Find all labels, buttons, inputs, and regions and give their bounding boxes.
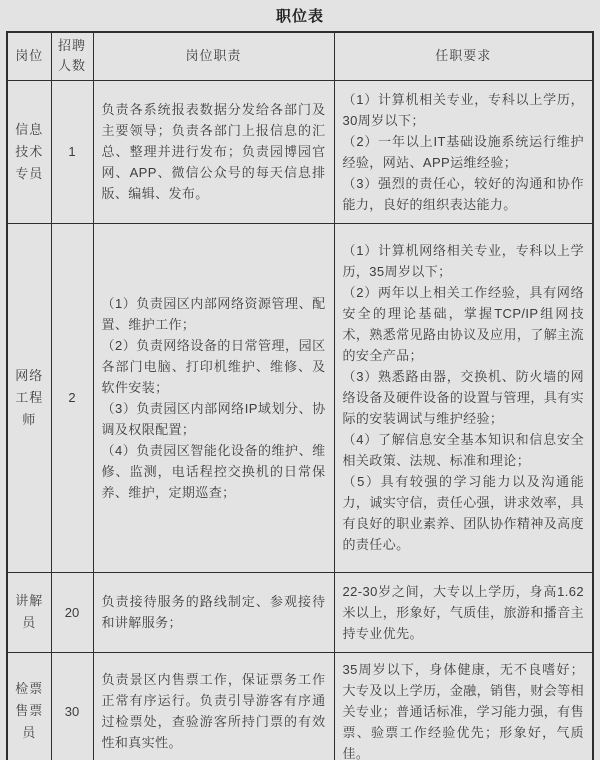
requirements-cell: [334, 572, 593, 652]
requirement-item: （3）强烈的责任心，较好的沟通和协作能力，良好的组织表达能力。: [342, 175, 584, 212]
table-row: [7, 652, 593, 760]
table-row: [7, 572, 593, 652]
table-row: [7, 223, 593, 572]
table-row: [7, 80, 593, 223]
duty-item: （3）负责园区内部网络IP域划分、协调及权限配置；: [101, 400, 326, 437]
duty-item: （4）负责园区智能化设备的维护、维修、监测，电话程控交换机的日常保养、维护，定期巡查；: [101, 442, 326, 500]
duty-item: 负责接待服务的路线制定、参观接待和讲解服务；: [101, 594, 326, 630]
header-requirements: 任职要求: [334, 32, 593, 80]
requirement-item: （5）具有较强的学习能力以及沟通能力，诚实守信，责任心强，讲求效率，具有良好的职业素养、团队协作精神及高度的责任心。: [342, 474, 584, 552]
headcount-cell: 1: [51, 80, 93, 223]
duty-item: 负责景区内售票工作，保证票务工作正常有序运行。负责引导游客有序通过检票处，查验游客所持门票的有效性和真实性。: [101, 672, 326, 750]
duties-cell: [93, 572, 334, 652]
page-title: 职位表: [275, 8, 324, 25]
positions-table: [6, 31, 594, 760]
duties-cell: [93, 652, 334, 760]
header-headcount: 招聘人数: [51, 32, 93, 80]
requirement-item: （2）两年以上相关工作经验，具有网络安全的理论基础，掌握TCP/IP组网技术，熟悉常见路由协议及应用，了解主流的安全产品；: [342, 285, 584, 363]
header-duties: 岗位职责: [93, 32, 334, 80]
headcount-cell: 30: [51, 652, 93, 760]
duties-cell: [93, 223, 334, 572]
header-position: 岗位: [7, 32, 51, 80]
duties-cell: [93, 80, 334, 223]
requirement-item: 35周岁以下，身体健康，无不良嗜好；大专及以上学历，金融，销售，财会等相关专业；普通话标准，学习能力强，有售票、验票工作经验优先；形象好，气质佳。: [342, 661, 584, 760]
requirement-item: （3）熟悉路由器，交换机、防火墙的网络设备及硬件设备的设置与管理，具有实际的安装调试与维护经验；: [342, 369, 584, 426]
headcount-cell: 2: [51, 223, 93, 572]
requirement-item: 22-30岁之间，大专以上学历，身高1.62米以上，形象好，气质佳，旅游和播音主持专业优先。: [342, 583, 584, 641]
duty-item: （1）负责园区内部网络资源管理、配置、维护工作；: [101, 295, 326, 332]
requirement-item: （1）计算机相关专业，专科以上学历，30周岁以下；: [342, 91, 584, 128]
requirements-cell: [334, 80, 593, 223]
duty-item: （2）负责网络设备的日常管理，园区各部门电脑、打印机维护、维修、及软件安装；: [101, 337, 326, 395]
position-cell: 网络工程师: [7, 223, 51, 572]
requirement-item: （4）了解信息安全基本知识和信息安全相关政策、法规、标准和理论；: [342, 432, 584, 468]
position-cell: 信息技术专员: [7, 80, 51, 223]
position-cell: 检票售票员: [7, 652, 51, 760]
duty-item: 负责各系统报表数据分发给各部门及主要领导；负责各部门上报信息的汇总、整理并进行发布；负责园博园官网、APP、微信公众号的每天信息排版、编辑、发布。: [101, 102, 326, 201]
table-header-row: [7, 32, 593, 80]
requirement-item: （1）计算机网络相关专业，专科以上学历，35周岁以下；: [342, 243, 584, 279]
requirement-item: （2）一年以上IT基础设施系统运行维护经验，网站、APP运维经验；: [342, 133, 584, 170]
requirements-cell: [334, 652, 593, 760]
headcount-cell: 20: [51, 572, 93, 652]
position-cell: 讲解员: [7, 572, 51, 652]
requirements-cell: [334, 223, 593, 572]
